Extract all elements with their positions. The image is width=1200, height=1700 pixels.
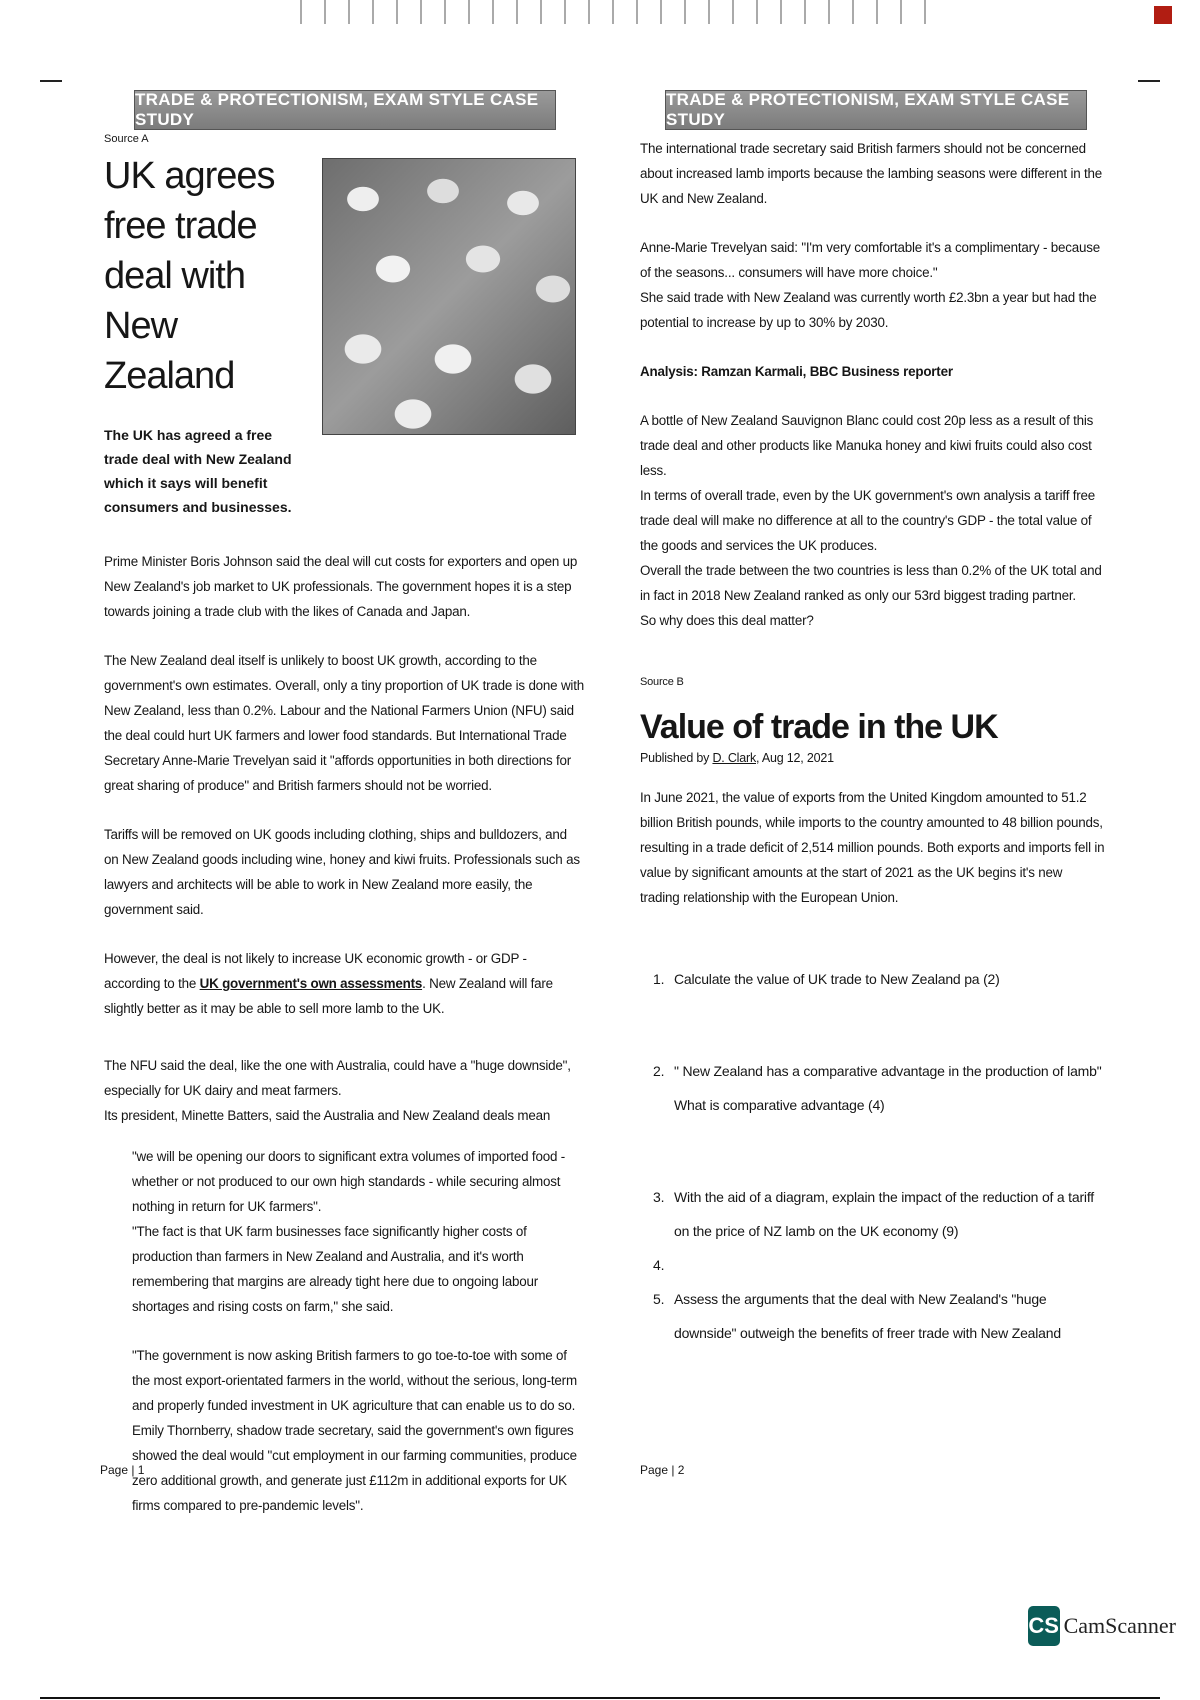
quote: Emily Thornberry, shadow trade secretary, said the government's own figures showed the deal would "cut employment in our farming communities, produce zero additional growth, and generate just £112m in additional exports for UK firms compared to pre-pandemic levels". bbox=[132, 1423, 577, 1513]
source-b-label: Source B bbox=[640, 676, 684, 688]
paragraph: Tariffs will be removed on UK goods including clothing, ships and bulldozers, and on New Zealand goods including wine, honey and kiwi fruits. Professionals such as lawyers and architects will be able to work in New Zealand more easily, the government said. bbox=[104, 827, 580, 917]
page-1-banner: TRADE & PROTECTIONISM, EXAM STYLE CASE STUDY bbox=[134, 90, 556, 130]
camscanner-text: CamScanner bbox=[1063, 1613, 1176, 1638]
crop-mark-left bbox=[40, 80, 62, 82]
crop-mark-right bbox=[1138, 80, 1160, 82]
article-lead: The UK has agreed a free trade deal with New Zealand which it says will benefit consumers and businesses. bbox=[104, 427, 292, 515]
article-body bbox=[104, 549, 584, 1518]
page-2-number: Page | 2 bbox=[640, 1463, 685, 1477]
paragraph-text: . New Zealand will fare slightly better as it may be able to sell more lamb to the UK. bbox=[104, 976, 553, 1016]
question-item: 3. With the aid of a diagram, explain the impact of the reduction of a tariff on the price of NZ lamb on the UK economy (9) bbox=[668, 1180, 1105, 1248]
paragraph: A bottle of New Zealand Sauvignon Blanc could cost 20p less as a result of this trade deal and other products like Manuka honey and kiwi fruits could also cost less. bbox=[640, 413, 1094, 478]
paragraph: In terms of overall trade, even by the UK government's own analysis a tariff free trade deal will make no difference at all to the country's GDP - the total value of the goods and services the UK produces. bbox=[640, 488, 1096, 553]
scan-edge-mark bbox=[1154, 6, 1172, 24]
question-list bbox=[640, 962, 1105, 1350]
question-item: 2. " New Zealand has a comparative advantage in the production of lamb" What is comparative advantage (4) bbox=[668, 1054, 1105, 1122]
analysis-byline: Analysis: Ramzan Karmali, BBC Business reporter bbox=[640, 364, 953, 379]
assessments-link[interactable]: UK government's own assessments bbox=[199, 976, 423, 991]
source-b-byline bbox=[640, 746, 1105, 771]
question-item: 5. Assess the arguments that the deal with New Zealand's "huge downside" outweigh the benefits of freer trade with New Zealand bbox=[668, 1282, 1105, 1350]
camscanner-logo-icon: CS bbox=[1028, 1606, 1060, 1646]
quote: "we will be opening our doors to significant extra volumes of imported food - whether or not produced to our own high standards - while securing almost nothing in return for UK farmers". bbox=[132, 1149, 565, 1214]
byline-date: , Aug 12, 2021 bbox=[756, 751, 834, 765]
bottom-edge-line bbox=[40, 1697, 1160, 1699]
paragraph: Its president, Minette Batters, said the Australia and New Zealand deals mean bbox=[104, 1108, 551, 1123]
question-item bbox=[668, 1248, 1105, 1282]
quote-block bbox=[132, 1144, 584, 1518]
paragraph: The NFU said the deal, like the one with Australia, could have a "huge downside", especially for UK dairy and meat farmers. bbox=[104, 1058, 571, 1098]
paragraph: Prime Minister Boris Johnson said the deal will cut costs for exporters and open up New Zealand's job market to UK professionals. The government hopes it is a step towards joining a trade club with the likes of Canada and Japan. bbox=[104, 554, 578, 619]
page-1 bbox=[104, 90, 584, 1518]
paragraph: Overall the trade between the two countries is less than 0.2% of the UK total and in fact in 2018 New Zealand ranked as only our 53rd biggest trading partner. bbox=[640, 563, 1102, 603]
page-2-banner: TRADE & PROTECTIONISM, EXAM STYLE CASE STUDY bbox=[665, 90, 1087, 130]
sheep-flock-photo bbox=[322, 158, 576, 435]
paragraph: She said trade with New Zealand was currently worth £2.3bn a year but had the potential to increase by up to 30% by 2030. bbox=[640, 290, 1097, 330]
page-1-number: Page | 1 bbox=[100, 1463, 145, 1477]
paragraph: So why does this deal matter? bbox=[640, 613, 814, 628]
byline-prefix: Published by bbox=[640, 751, 713, 765]
byline-author-link[interactable]: D. Clark bbox=[712, 751, 756, 765]
paragraph: The international trade secretary said British farmers should not be concerned about increased lamb imports because the lambing seasons were different in the UK and New Zealand. bbox=[640, 141, 1103, 206]
page-2 bbox=[640, 90, 1105, 1350]
camscanner-watermark bbox=[1028, 1606, 1176, 1646]
paragraph: In June 2021, the value of exports from the United Kingdom amounted to 51.2 billion British pounds, while imports to the country amounted to 48 billion pounds, resulting in a trade deficit of 2,514 million pounds. Both exports and imports fell in value by significant amounts at the start of 2021 as the UK begins it's new trading relationship with the European Union. bbox=[640, 790, 1105, 905]
source-b-heading: Value of trade in the UK bbox=[640, 708, 998, 746]
paragraph: The New Zealand deal itself is unlikely to boost UK growth, according to the government's own estimates. Overall, only a tiny proportion of UK trade is done with New Zealand, less than 0.2%. Labour and the National Farmers Union (NFU) said the deal could hurt UK farmers and lower food standards. But International Trade Secretary Anne-Marie Trevelyan said it "affords opportunities in both directions for great sharing of produce" and British farmers should not be worried. bbox=[104, 653, 584, 793]
ruler-marks bbox=[300, 0, 1060, 26]
quote: "The government is now asking British farmers to go toe-to-toe with some of the most export-orientated farmers in the world, without the serious, long-term and properly funded investment in UK agriculture that can enable us to do so. bbox=[132, 1348, 577, 1413]
paragraph-text: However, the deal is not likely to increase UK economic growth - or GDP - according to the bbox=[104, 951, 527, 991]
page-2-body bbox=[640, 136, 1105, 1350]
paragraph bbox=[104, 946, 584, 1021]
paragraph: Anne-Marie Trevelyan said: "I'm very comfortable it's a complimentary - because of the seasons... consumers will have more choice." bbox=[640, 240, 1100, 280]
source-a-label: Source A bbox=[104, 133, 149, 145]
article-headline: UK agrees free trade deal with New Zealand bbox=[104, 155, 275, 397]
quote: "The fact is that UK farm businesses face significantly higher costs of production than farmers in New Zealand and Australia, and it's worth remembering that margins are already tight here due to ongoing labour shortages and rising costs on farm," she said. bbox=[132, 1224, 539, 1314]
question-item: 1. Calculate the value of UK trade to New Zealand pa (2) bbox=[668, 962, 1105, 996]
